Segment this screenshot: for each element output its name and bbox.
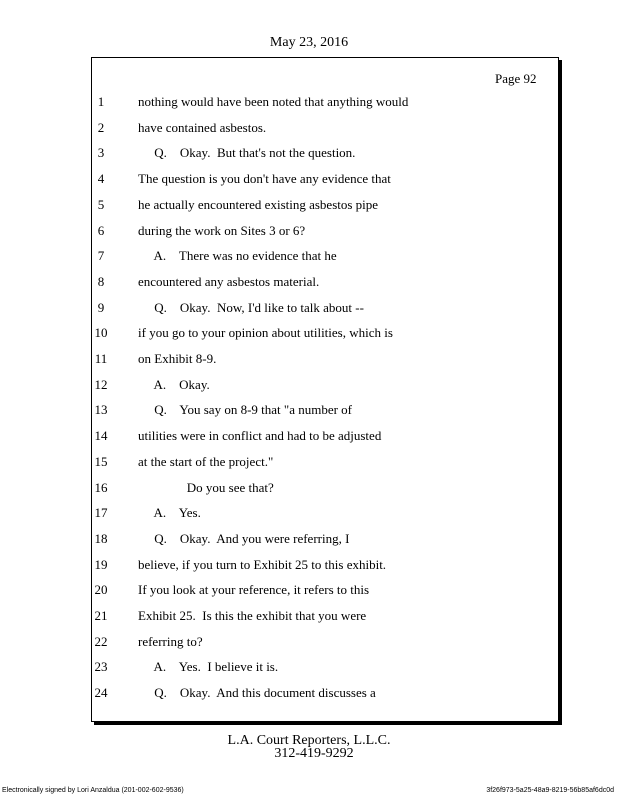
transcript-line	[0, 632, 618, 652]
line-number: 10	[94, 325, 108, 341]
document-id: 3f26f973-5a25-48a9-8219-56b85af6dc0d	[486, 787, 614, 794]
line-text: If you look at your reference, it refers to this	[138, 582, 370, 598]
line-number: 4	[97, 171, 105, 187]
line-number: 22	[94, 633, 108, 649]
line-text: A. Yes.	[138, 505, 201, 521]
line-text: Q. Okay. Now, I'd like to talk about --	[138, 299, 364, 315]
transcript-line	[0, 555, 618, 575]
line-number: 11	[94, 351, 108, 366]
reporter-phone: 312-419-9292	[274, 746, 354, 761]
reporter-company: L.A. Court Reporters, L.L.C.	[227, 733, 391, 748]
transcript-line	[0, 143, 618, 163]
line-text: nothing would have been noted that anything would	[138, 94, 409, 109]
line-text: Do you see that?	[138, 479, 274, 495]
line-number: 7	[97, 248, 105, 264]
line-text: he actually encountered existing asbestos pipe	[138, 196, 379, 212]
line-number: 5	[97, 196, 105, 212]
transcript-line	[0, 246, 618, 266]
transcript-line	[0, 529, 618, 549]
electronic-signature-note: Electronically signed by Lori Anzaldua (201-002-602-9536)	[2, 787, 184, 794]
transcript-line	[0, 683, 618, 703]
transcript-line	[0, 298, 618, 318]
transcript-line	[0, 195, 618, 215]
transcript-line	[0, 375, 618, 395]
line-text: A. Okay.	[138, 376, 210, 392]
page-number: Page 92	[495, 71, 537, 86]
line-number: 12	[94, 376, 108, 392]
line-number: 9	[97, 299, 105, 315]
line-text: A. Yes. I believe it is.	[138, 659, 279, 675]
line-number: 18	[94, 530, 108, 546]
transcript-line	[0, 503, 618, 523]
line-number: 14	[94, 428, 108, 444]
line-number: 19	[94, 556, 108, 572]
transcript-line	[0, 169, 618, 189]
line-number: 2	[97, 119, 105, 135]
line-text: A. There was no evidence that he	[138, 248, 337, 264]
line-text: believe, if you turn to Exhibit 25 to this exhibit.	[138, 556, 387, 572]
line-number: 20	[94, 582, 108, 598]
line-text: have contained asbestos.	[138, 119, 267, 135]
line-number: 6	[97, 222, 105, 238]
transcript-line	[0, 272, 618, 292]
transcript-line	[0, 349, 618, 369]
transcript-line	[0, 606, 618, 626]
line-text: Q. Okay. And this document discusses a	[138, 685, 376, 701]
line-text: Q. Okay. And you were referring, I	[138, 530, 350, 546]
line-number: 17	[94, 505, 108, 521]
line-text: at the start of the project."	[138, 453, 274, 469]
line-number: 23	[94, 659, 108, 675]
line-number: 16	[94, 479, 108, 495]
line-text: Q. You say on 8-9 that "a number of	[138, 402, 353, 418]
transcript-line	[0, 323, 618, 343]
line-number: 24	[94, 685, 108, 701]
line-text: during the work on Sites 3 or 6?	[138, 222, 306, 238]
transcript-line	[0, 118, 618, 138]
line-text: utilities were in conflict and had to be adjusted	[138, 428, 382, 444]
line-number: 13	[94, 402, 108, 418]
line-text: if you go to your opinion about utilities, which is	[138, 325, 393, 341]
line-number: 8	[97, 273, 105, 289]
line-number: 1	[97, 94, 105, 109]
line-text: referring to?	[138, 633, 203, 649]
line-text: on Exhibit 8-9.	[138, 351, 217, 366]
transcript-line	[0, 657, 618, 677]
transcript-line	[0, 400, 618, 420]
line-text: Q. Okay. But that's not the question.	[138, 145, 356, 161]
transcript-line	[0, 478, 618, 498]
line-number: 15	[94, 453, 108, 469]
line-text: The question is you don't have any evidence that	[138, 171, 391, 187]
transcript-date: May 23, 2016	[269, 35, 349, 50]
transcript-line	[0, 221, 618, 241]
line-number: 3	[97, 145, 105, 161]
transcript-line	[0, 580, 618, 600]
line-text: Exhibit 25. Is this the exhibit that you were	[138, 608, 367, 623]
line-text: encountered any asbestos material.	[138, 273, 320, 289]
line-number: 21	[94, 608, 108, 623]
transcript-line	[0, 452, 618, 472]
transcript-line	[0, 426, 618, 446]
transcript-line	[0, 92, 618, 112]
